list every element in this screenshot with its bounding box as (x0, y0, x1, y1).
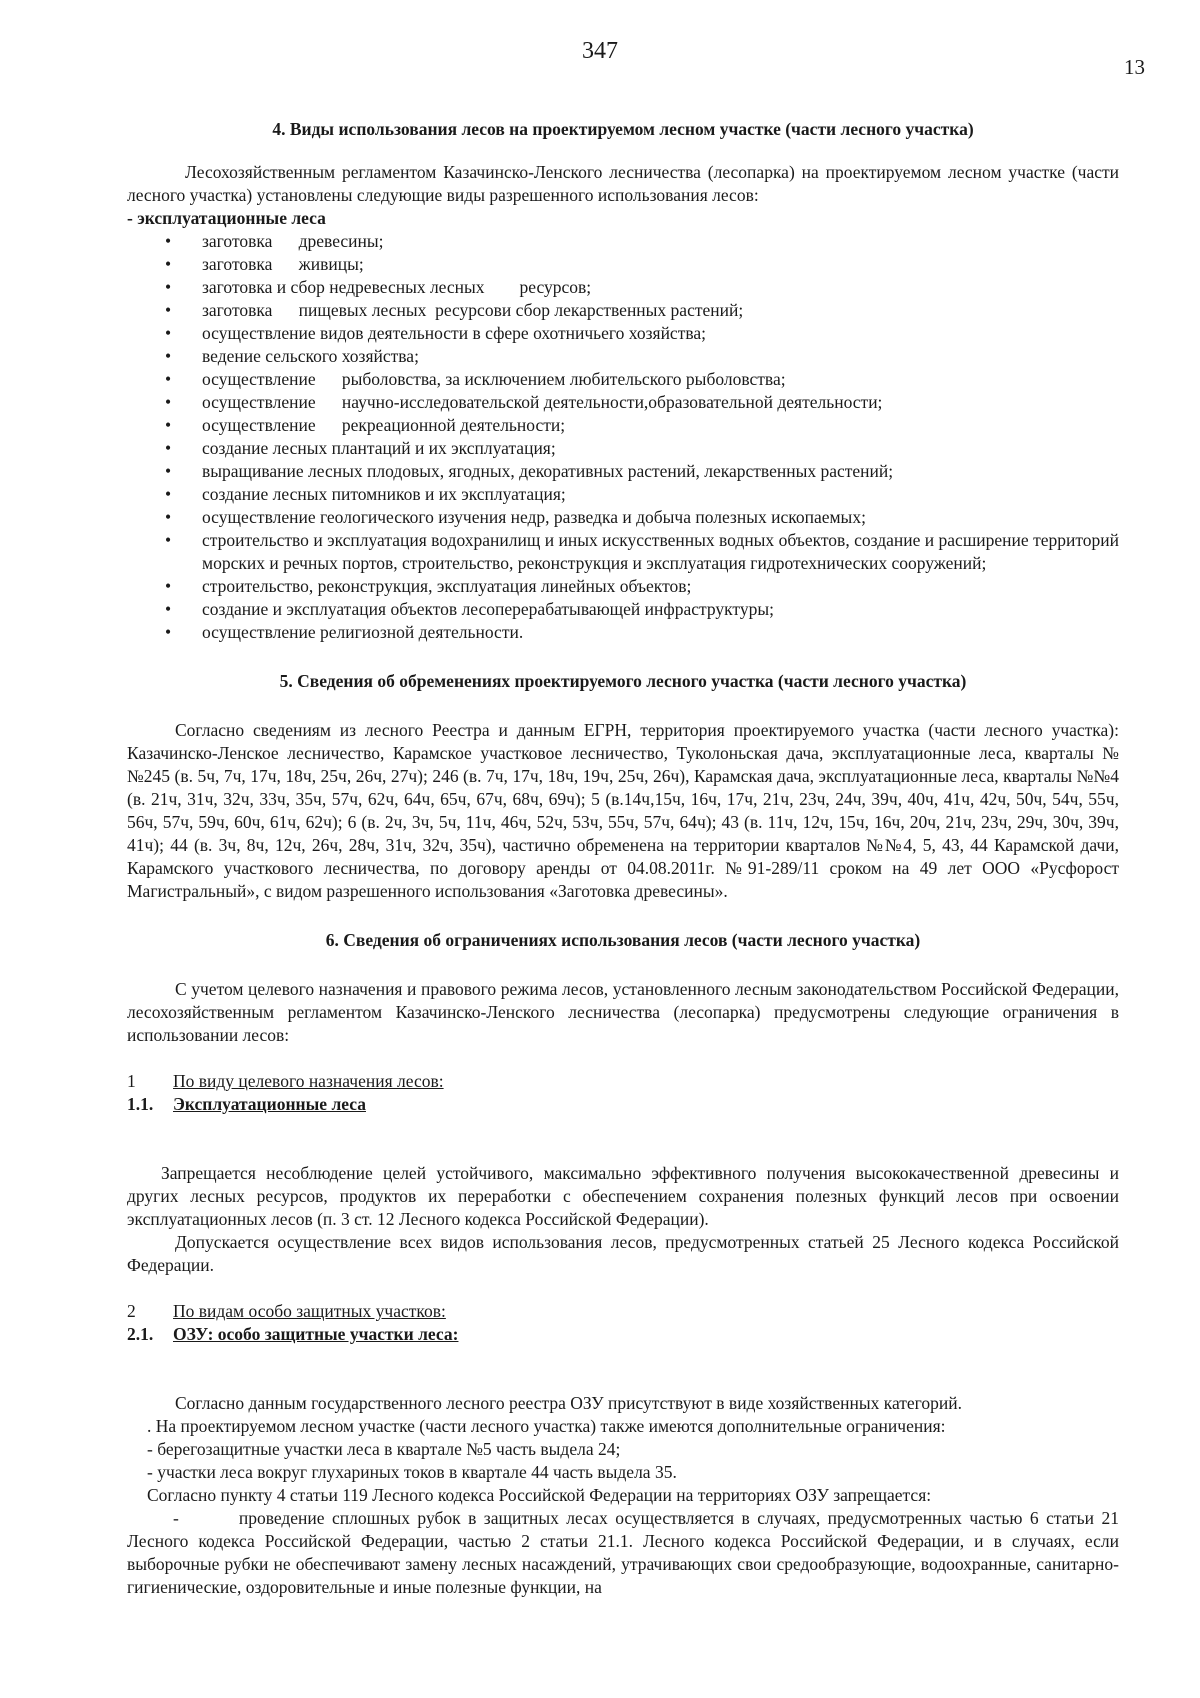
item-1-label: По виду целевого назначения лесов: (173, 1071, 444, 1091)
list-item: • осуществление видов деятельности в сфере охотничьего хозяйства; (127, 322, 1119, 345)
ozu-paragraph-4: - участки леса вокруг глухариных токов в квартале 44 часть выдела 35. (147, 1462, 677, 1482)
allow-paragraph: Допускается осуществление всех видов использования лесов, предусмотренных статьей 25 Лесного кодекса Российской Федерации. (127, 1232, 1119, 1275)
item-2-number: 2 (127, 1301, 136, 1321)
section-5-text: Согласно сведениям из лесного Реестра и данным ЕГРН, территория проектируемого участка (части лесного участка): Казачинско-Ленское лесничество, Карамское участковое лесничество, Туколоньская дача, эксплуатационные леса, кварталы №№245 (в. 5ч, 7ч, 17ч, 18ч, 25ч, 26ч, 27ч); 246 (в. 7ч, 17ч, 18ч, 19ч, 25ч, 26ч), Карамская дача, эксплуатационные леса, кварталы №№4 (в. 21ч, 31ч, 32ч, 33ч, 35ч, 57ч, 62ч, 64ч, 65ч, 67ч, 68ч, 69ч); 5 (в.14ч,15ч, 16ч, 17ч, 21ч, 23ч, 24ч, 39ч, 40ч, 41ч, 42ч, 50ч, 54ч, 55ч, 56ч, 57ч, 59ч, 60ч, 61ч, 62ч); 6 (в. 2ч, 3ч, 5ч, 11ч, 46ч, 52ч, 53ч, 55ч, 57ч, 64ч); 43 (в. 11ч, 12ч, 15ч, 16ч, 20ч, 21ч, 23ч, 29ч, 30ч, 39ч, 41ч); 44 (в. 3ч, 8ч, 12ч, 26ч, 28ч, 31ч, 32ч, 35ч), частично обременена на территории кварталов №№4, 5, 43, 44 Карамской дачи, Карамского участкового лесничества, по договору аренды от 04.08.2011г. №91-289/11 сроком на 49 лет ООО «Русфорост Магистральный», с видом разрешенного использования «Заготовка древесины». (127, 720, 1119, 901)
section-5-title: 5. Сведения об обременениях проектируемого лесного участка (части лесного участка) (279, 671, 967, 691)
list-item: • заготовка живицы; (127, 253, 1119, 276)
ozu-dash: - (173, 1508, 179, 1528)
page-number-right: 13 (1124, 55, 1145, 79)
item-2-1-number: 2.1. (127, 1324, 154, 1344)
item-1-number: 1 (127, 1071, 136, 1091)
item-1 (127, 1070, 1119, 1093)
item-2-1-label: ОЗУ: особо защитные участки леса: (173, 1324, 459, 1344)
list-item: • выращивание лесных плодовых, ягодных, декоративных растений, лекарственных растений; (127, 460, 1119, 483)
page-number-center: 347 (582, 38, 618, 64)
section-4-subhead: - эксплуатационные леса (127, 208, 326, 228)
list-item: • осуществление геологического изучения недр, разведка и добыча полезных ископаемых; (127, 506, 1119, 529)
list-item: • заготовка пищевых лесных ресурсови сбор лекарственных растений; (127, 299, 1119, 322)
section-6-title: 6. Сведения об ограничениях использования лесов (части лесного участка) (325, 930, 921, 950)
ozu-paragraph-3: - берегозащитные участки леса в квартале №5 часть выдела 24; (147, 1439, 621, 1459)
list-item: • создание лесных плантаций и их эксплуатация; (127, 437, 1119, 460)
list-item: • создание и эксплуатация объектов лесоперерабатывающей инфраструктуры; (127, 598, 1119, 621)
ozu-paragraph-5: Согласно пункту 4 статьи 119 Лесного кодекса Российской Федерации на территориях ОЗУ запрещается: (147, 1485, 932, 1505)
ozu-paragraph-6 (127, 1507, 1119, 1599)
list-item: • осуществление научно-исследовательской деятельности,образовательной деятельности; (127, 391, 1119, 414)
list-item: • создание лесных питомников и их эксплуатация; (127, 483, 1119, 506)
usage-list (127, 230, 1119, 644)
ozu-paragraph-2: . На проектируемом лесном участке (части лесного участка) также имеются дополнительные ограничения: (147, 1416, 946, 1436)
item-2-1 (127, 1323, 1119, 1346)
item-2-label: По видам особо защитных участков: (173, 1301, 446, 1321)
document-body (127, 118, 1119, 1599)
item-1-1-number: 1.1. (127, 1094, 154, 1114)
ozu-paragraph-1: Согласно данным государственного лесного реестра ОЗУ присутствуют в виде хозяйственных категорий. (175, 1393, 963, 1413)
list-item: • ведение сельского хозяйства; (127, 345, 1119, 368)
ozu-paragraph-6-text: проведение сплошных рубок в защитных лесах осуществляется в случаях, предусмотренных частью 6 статьи 21 Лесного кодекса Российской Федерации, частью 2 статьи 21.1. Лесного кодекса Российской Федерации, и в случаях, если выборочные рубки не обеспечивают замену лесных насаждений, утрачивающих свои средообразующие, водоохранные, санитарно-гигиенические, оздоровительные и иные полезные функции, на (127, 1508, 1119, 1597)
section-4-title: 4. Виды использования лесов на проектируемом лесном участке (части лесного участка) (272, 119, 974, 139)
item-1-1 (127, 1093, 1119, 1116)
list-item: • осуществление религиозной деятельности. (127, 621, 1119, 644)
list-item: • заготовка древесины; (127, 230, 1119, 253)
list-item: • строительство, реконструкция, эксплуатация линейных объектов; (127, 575, 1119, 598)
list-item: • заготовка и сбор недревесных лесных ресурсов; (127, 276, 1119, 299)
section-6-intro: С учетом целевого назначения и правового режима лесов, установленного лесным законодательством Российской Федерации, лесохозяйственным регламентом Казачинско-Ленского лесничества (лесопарка) предусмотрены следующие ограничения в использовании лесов: (127, 979, 1119, 1045)
item-1-1-label: Эксплуатационные леса (173, 1094, 366, 1114)
list-item: • осуществление рекреационной деятельности; (127, 414, 1119, 437)
list-item: • строительство и эксплуатация водохранилищ и иных искусственных водных объектов, создание и расширение территорий морских и речных портов, строительство, реконструкция и эксплуатация гидротехнических сооружений; (127, 529, 1119, 575)
list-item: • осуществление рыболовства, за исключением любительского рыболовства; (127, 368, 1119, 391)
item-2 (127, 1300, 1119, 1323)
section-4-intro: Лесохозяйственным регламентом Казачинско-Ленского лесничества (лесопарка) на проектируемом лесном участке (части лесного участка) установлены следующие виды разрешенного использования лесов: (127, 162, 1119, 205)
prohibit-paragraph: Запрещается несоблюдение целей устойчивого, максимально эффективного получения высококачественной древесины и других лесных ресурсов, продуктов их переработки с обеспечением сохранения полезных функций лесов при освоении эксплуатационных лесов (п. 3 ст. 12 Лесного кодекса Российской Федерации). (127, 1163, 1119, 1229)
